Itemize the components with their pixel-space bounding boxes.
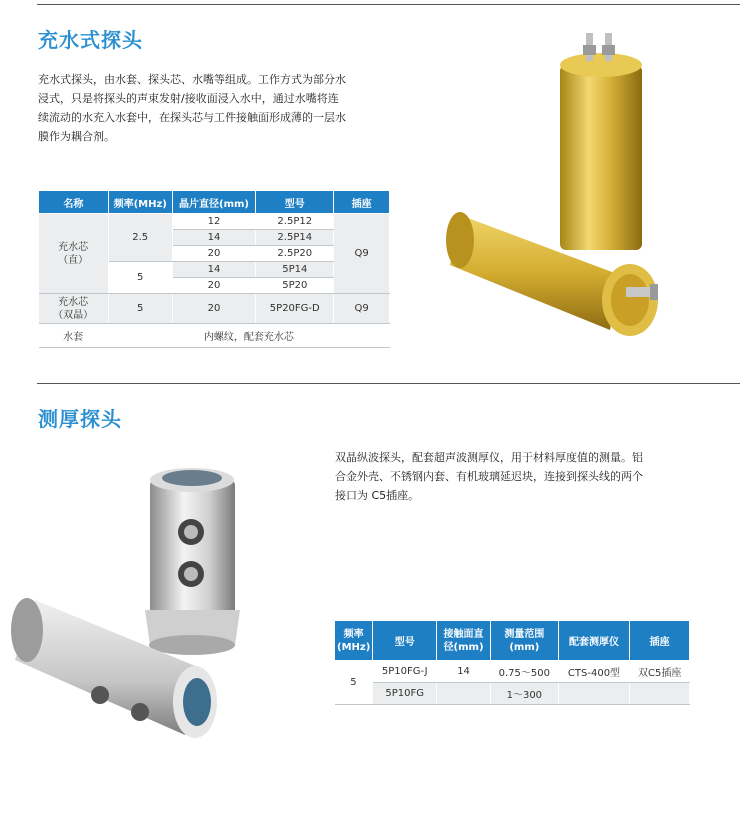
water-probe-table xyxy=(38,190,390,348)
table-cell: 5P20FG-D xyxy=(256,294,334,324)
table-cell-freq: 2.5 xyxy=(108,214,172,262)
top-rule xyxy=(37,4,740,5)
section2-title: 测厚探头 xyxy=(38,407,122,431)
table-cell: CTS-400型 xyxy=(558,661,630,683)
table-header: 名称 xyxy=(39,191,109,214)
table-cell: 5 xyxy=(108,294,172,324)
table-cell: 20 xyxy=(172,246,256,262)
table-header: 插座 xyxy=(630,621,690,661)
table-cell-freq: 5 xyxy=(108,262,172,294)
thickness-probe-table xyxy=(334,620,690,705)
table-cell xyxy=(630,683,690,705)
table-cell: 5P10FG-J xyxy=(373,661,437,683)
table-cell: 12 xyxy=(172,214,256,230)
table-cell-socket: Q9 xyxy=(334,214,390,294)
table-cell: 14 xyxy=(172,262,256,278)
table-cell: 14 xyxy=(172,230,256,246)
desc-line: 续流动的水充入水套中，在探头芯与工件接触面形成薄的一层水 xyxy=(38,111,346,124)
table-cell: 5P10FG xyxy=(373,683,437,705)
table-cell-name: 充水芯 （直） xyxy=(39,214,109,294)
desc-line: 充水式探头，由水套、探头芯、水嘴等组成。工作方式为部分水 xyxy=(38,73,346,86)
table-header: 型号 xyxy=(256,191,334,214)
table-cell-name: 水套 xyxy=(39,324,109,348)
table-cell: 2.5P20 xyxy=(256,246,334,262)
table-cell: 14 xyxy=(437,661,491,683)
section1-description xyxy=(38,70,398,146)
table-header: 频率(MHz) xyxy=(108,191,172,214)
water-probe-photo xyxy=(440,25,680,350)
table-cell-name: 充水芯 （双晶） xyxy=(39,294,109,324)
table-cell: 双C5插座 xyxy=(630,661,690,683)
table-cell: 1～300 xyxy=(490,683,558,705)
table-cell: 2.5P12 xyxy=(256,214,334,230)
table-cell: 5P20 xyxy=(256,278,334,294)
table-header: 频率 (MHz) xyxy=(335,621,373,661)
table-cell: 内螺纹，配套充水芯 xyxy=(108,324,389,348)
table-cell xyxy=(437,683,491,705)
table-cell: 0.75～500 xyxy=(490,661,558,683)
table-header: 晶片直径(mm) xyxy=(172,191,256,214)
table-header: 测量范围 (mm) xyxy=(490,621,558,661)
section1-title: 充水式探头 xyxy=(38,28,143,52)
desc-line: 浸式，只是将探头的声束发射/接收面浸入水中，通过水嘴将连 xyxy=(38,92,339,105)
section2-description xyxy=(335,448,705,505)
desc-line: 双晶纵波探头，配套超声波测厚仪，用于材料厚度值的测量。铝 xyxy=(335,451,643,464)
table-header: 接触面直 径(mm) xyxy=(437,621,491,661)
table-header: 配套测厚仪 xyxy=(558,621,630,661)
table-cell-freq: 5 xyxy=(335,661,373,705)
section-rule xyxy=(37,383,740,384)
desc-line: 接口为 C5插座。 xyxy=(335,489,420,502)
table-cell: Q9 xyxy=(334,294,390,324)
table-header: 插座 xyxy=(334,191,390,214)
thickness-probe-photo xyxy=(5,460,305,760)
table-cell xyxy=(558,683,630,705)
table-cell: 5P14 xyxy=(256,262,334,278)
table-cell: 20 xyxy=(172,278,256,294)
table-cell: 20 xyxy=(172,294,256,324)
table-cell: 2.5P14 xyxy=(256,230,334,246)
table-header: 型号 xyxy=(373,621,437,661)
desc-line: 合金外壳、不锈钢内套、有机玻璃延迟块，连接到探头线的两个 xyxy=(335,470,643,483)
desc-line: 膜作为耦合剂。 xyxy=(38,130,115,143)
